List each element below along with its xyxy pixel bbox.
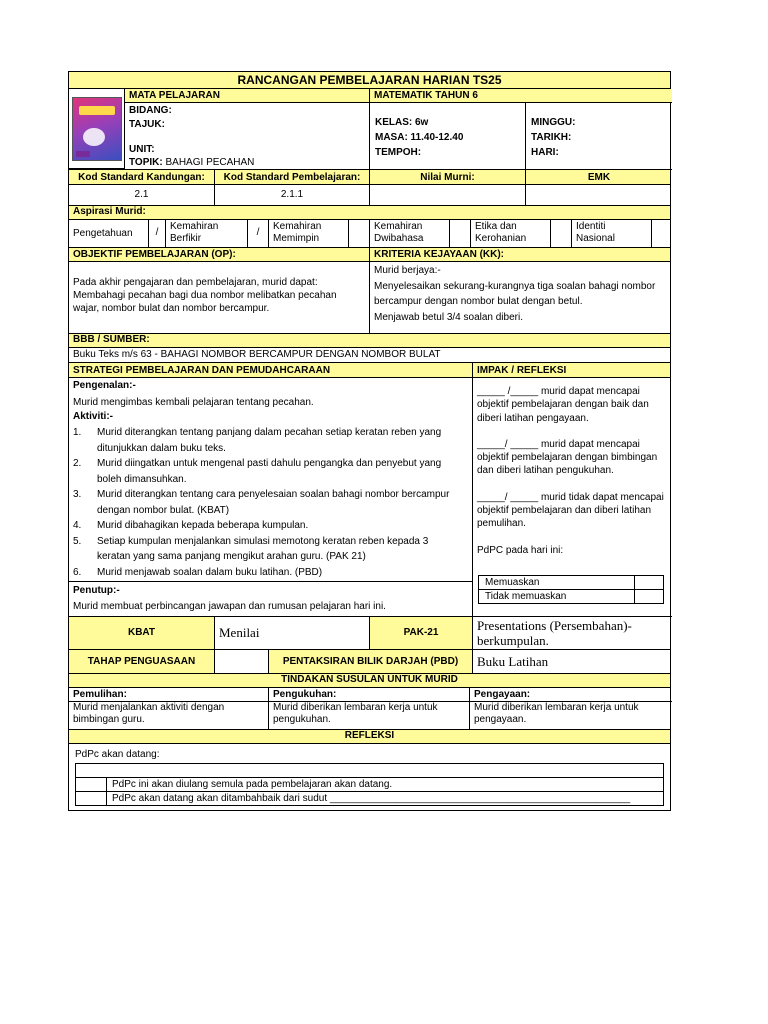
kod-kandungan-value: 2.1 (69, 185, 215, 205)
strategi-body (69, 378, 473, 617)
aspirasi-item: Kemahiran Berfikir (166, 220, 248, 247)
bidang-label: BIDANG: (129, 105, 172, 116)
unit-label: UNIT: (129, 144, 155, 155)
tempoh-field: TEMPOH: (375, 147, 422, 158)
title-row (69, 72, 670, 89)
topik-label: TOPIK: (129, 157, 163, 168)
objektif-line2: Membahagi pecahan bagi dua nombor melibatkan pecahan wajar, nombor bulat dan nombor bercampur. (73, 290, 337, 314)
masa-field: MASA: 11.40-12.40 (375, 132, 464, 143)
bbb-label: BBB / SUMBER: (69, 334, 670, 348)
aspirasi-mark (652, 220, 672, 247)
refleksi-option-1: PdPc ini akan diulang semula pada pembelajaran akan datang. (112, 779, 393, 790)
pdpc-akan-datang-label: PdPc akan datang: (75, 749, 160, 760)
mata-pelajaran-label: MATA PELAJARAN (125, 89, 370, 103)
refleksi-option-checkbox[interactable] (76, 792, 106, 805)
kelas-field: KELAS: 6w (375, 117, 429, 128)
aspirasi-row (69, 220, 670, 248)
op-kk-header-row (69, 248, 670, 262)
objektif-body (69, 262, 370, 333)
pdpc-label: PdPC pada hari ini: (477, 544, 564, 556)
lesson-plan-sheet (68, 71, 671, 811)
nilai-murni-label: Nilai Murni: (370, 170, 526, 184)
list-item: 5. Setiap kumpulan menjalankan simulasi memotong keratan reben kepada 3 keratan yang sama panjang mengikut arahan guru. (PAK 21) (73, 535, 429, 562)
pengayaan-label: Pengayaan: (474, 689, 531, 700)
refleksi-option-2: PdPc akan datang akan ditambahbaik dari sudut ______________________________________________________ (112, 793, 631, 804)
pbd-label: PENTAKSIRAN BILIK DARJAH (PBD) (269, 650, 473, 673)
tarikh-field: TARIKH: (531, 132, 572, 143)
pdpc-rating-table (478, 575, 664, 604)
list-item: 3. Murid diterangkan tentang cara penyelesaian soalan bahagi nombor bercampur dengan nombor bulat. (KBAT) (73, 489, 450, 516)
memuaskan-label: Memuaskan (485, 577, 540, 588)
kriteria-line2: Menyelesaikan sekurang-kurangnya tiga soalan bahagi nombor bercampur dengan nombor bulat dengan betul. (374, 280, 656, 307)
objektif-label: OBJEKTIF PEMBELAJARAN (OP): (69, 248, 370, 261)
kod-pembelajaran-label: Kod Standard Pembelajaran: (215, 170, 370, 184)
op-kk-body-row (69, 262, 670, 334)
aspirasi-item: Pengetahuan (69, 220, 149, 247)
page-title: RANCANGAN PEMBELAJARAN HARIAN TS25 (237, 73, 502, 87)
aktiviti-list (73, 425, 459, 580)
pengukuhan-text: Murid diberikan lembaran kerja untuk pengukuhan. (273, 701, 438, 725)
aspirasi-mark (551, 220, 572, 247)
list-item: 4. Murid dibahagikan kepada beberapa kumpulan. (73, 520, 309, 531)
kbat-label: KBAT (69, 617, 215, 649)
refleksi-label: REFLEKSI (69, 730, 670, 744)
standards-value-row (69, 185, 670, 206)
impak-label: IMPAK / REFLEKSI (477, 365, 567, 376)
topik-value: BAHAGI PECAHAN (162, 157, 255, 168)
list-item: 6. Murid menjawab soalan dalam buku latihan. (PBD) (73, 566, 323, 578)
aktiviti-label: Aktiviti:- (73, 411, 113, 422)
aspirasi-item: Kemahiran Dwibahasa (370, 220, 450, 247)
tahap-row (69, 650, 670, 674)
pak21-label: PAK-21 (370, 617, 473, 649)
topik-line (129, 156, 254, 170)
refleksi-options-table (75, 763, 664, 806)
pengenalan-label: Pengenalan:- (73, 380, 136, 391)
aspirasi-label: Aspirasi Murid: (69, 206, 670, 220)
pengenalan-text: Murid mengimbas kembali pelajaran tentang pecahan. (73, 397, 314, 408)
pemulihan-label: Pemulihan: (73, 689, 127, 700)
pemulihan-cell (69, 688, 269, 729)
tindakan-label: TINDAKAN SUSULAN UNTUK MURID (69, 674, 670, 688)
tidak-memuaskan-label: Tidak memuaskan (485, 591, 567, 602)
strategi-header-row (69, 363, 670, 378)
standards-header-row (69, 170, 670, 185)
kod-pembelajaran-value: 2.1.1 (215, 185, 370, 205)
aspirasi-mark (349, 220, 370, 247)
memuaskan-checkbox[interactable] (635, 576, 663, 589)
bbb-value: Buku Teks m/s 63 - BAHAGI NOMBOR BERCAMPUR DENGAN NOMBOR BULAT (69, 348, 670, 363)
impak-body (473, 378, 672, 617)
tahap-value (215, 650, 269, 673)
aspirasi-mark (450, 220, 471, 247)
aspirasi-item: Identiti Nasional (572, 220, 652, 247)
pengukuhan-label: Pengukuhan: (273, 689, 337, 700)
tahap-label: TAHAP PENGUASAAN (69, 650, 215, 673)
pengayaan-cell (470, 688, 672, 729)
textbook-cover-image (72, 97, 122, 161)
kbat-row (69, 617, 670, 650)
aspirasi-mark: / (149, 220, 166, 247)
emk-label: EMK (587, 172, 611, 183)
kriteria-line1: Murid berjaya:- (374, 265, 441, 276)
tidak-memuaskan-checkbox[interactable] (635, 590, 663, 603)
kod-kandungan-label: Kod Standard Kandungan: (69, 170, 215, 184)
impak-p2: _____/ _____ murid dapat mencapai objektif pembelajaran dengan bimbingan dan diberi latihan pengukuhan. (477, 438, 658, 477)
kbat-value: Menilai (215, 617, 370, 649)
pengukuhan-cell (269, 688, 470, 729)
impak-p1: _____ /_____ murid dapat mencapai objektif pembelajaran dengan baik dan diberi latihan pengayaan. (477, 386, 649, 424)
pemulihan-text: Murid menjalankan aktiviti dengan bimbingan guru. (73, 701, 225, 725)
emk-value (526, 185, 672, 205)
refleksi-option-checkbox[interactable] (76, 778, 106, 791)
pbd-value: Buku Latihan (477, 654, 549, 669)
pak21-value: Presentations (Persembahan)-berkumpulan. (477, 618, 632, 648)
hari-field: HARI: (531, 147, 559, 158)
kriteria-line3: Menjawab betul 3/4 soalan diberi. (374, 311, 523, 323)
strategi-label: STRATEGI PEMBELAJARAN DAN PEMUDAHCARAAN (69, 363, 473, 377)
penutup-text: Murid membuat perbincangan jawapan dan rumusan pelajaran hari ini. (73, 601, 386, 612)
list-item: 1. Murid diterangkan tentang panjang dalam pecahan setiap keratan reben yang ditunjukkan dalam buku teks. (73, 427, 442, 454)
aspirasi-item: Etika dan Kerohanian (471, 220, 551, 247)
nilai-murni-value (370, 185, 526, 205)
pengayaan-text: Murid diberikan lembaran kerja untuk pengayaan. (474, 701, 639, 725)
objektif-line1: Pada akhir pengajaran dan pembelajaran, murid dapat: (73, 277, 318, 288)
aspirasi-mark: / (248, 220, 269, 247)
textbook-cover-cell (69, 89, 125, 169)
minggu-field: MINGGU: (531, 117, 576, 128)
tindakan-body-row (69, 688, 670, 730)
penutup-label: Penutup:- (73, 585, 120, 596)
kriteria-label: KRITERIA KEJAYAAN (KK): (374, 249, 505, 260)
aspirasi-item: Kemahiran Memimpin (269, 220, 349, 247)
kriteria-body (370, 262, 672, 333)
tajuk-label: TAJUK: (129, 119, 165, 130)
impak-p3: _____/ _____ murid tidak dapat mencapai objektif pembelajaran dan diberi latihan pemulihan. (477, 491, 664, 530)
mata-pelajaran-value: MATEMATIK TAHUN 6 (370, 89, 672, 103)
list-item: 2. Murid diingatkan untuk mengenal pasti dahulu pengangka dan penyebut yang boleh dimansuhkan. (73, 458, 442, 485)
